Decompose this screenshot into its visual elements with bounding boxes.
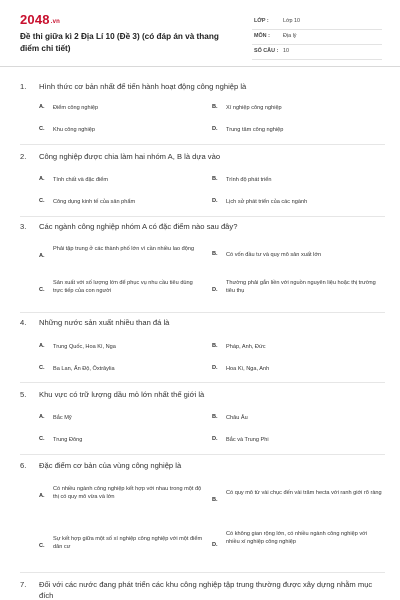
option-letter: A. (39, 176, 45, 182)
option-text: Bắc Mỹ (53, 415, 72, 421)
option-text: Tính chất và đặc điểm (53, 177, 109, 183)
question-text: Hình thức cơ bản nhất để tiến hành hoạt động công nghiệp là (39, 82, 247, 91)
option-letter: C. (39, 126, 45, 132)
meta-value: 10 (283, 48, 289, 54)
question-number: 5. (20, 390, 27, 399)
option-text: Xí nghiệp công nghiệp (226, 105, 282, 111)
document-header (0, 0, 400, 67)
option-letter: B. (212, 343, 218, 349)
option-letter: C. (39, 543, 45, 549)
option-letter: A. (39, 104, 45, 110)
question-divider (20, 216, 385, 217)
option-text: Châu Âu (226, 415, 248, 421)
option-text: Có vốn đầu tư và quy mô sản xuất lớn (226, 252, 322, 258)
question-number: 7. (20, 580, 27, 589)
question-divider (20, 312, 385, 313)
question-number: 1. (20, 82, 27, 91)
option-text: Trung Đông (53, 437, 83, 443)
question-text: Đặc điểm cơ bản của vùng công nghiệp là (39, 461, 182, 470)
option-letter: D. (212, 436, 218, 442)
meta-label: SỐ CÂU : (254, 48, 279, 54)
option-text: Pháp, Anh, Đức (226, 344, 266, 350)
option-letter: B. (212, 104, 218, 110)
meta-row-count (252, 45, 382, 60)
option-text: Có không gian rộng lớn, có nhiều ngành công nghiệp với nhiều xí nghiệp công nghiệp (226, 531, 368, 546)
option-text: Có quy mô từ vài chục đến vài trăm hecta với ranh giới rõ ràng (226, 490, 382, 496)
question-divider (20, 454, 385, 455)
option-text: Phải tập trung ở các thành phố lớn vì cần nhiều lao động (53, 246, 195, 252)
option-text: Trung Quốc, Hoa Kì, Nga (53, 344, 116, 350)
option-text: Sản xuất với số lượng lớn để phục vụ nhu cầu tiêu dùng trực tiếp của con người (53, 280, 193, 295)
option-letter: C. (39, 198, 45, 204)
option-text: Trung tâm công nghiệp (226, 127, 284, 133)
question-text: Đối với các nước đang phát triển các khu công nghiệp tập trung thường được xây dựng nhằm mục đích (39, 580, 373, 600)
option-letter: D. (212, 365, 218, 371)
option-text: Ba Lan, Ấn Độ, Ôxtrâylia (53, 366, 115, 372)
option-letter: D. (212, 198, 218, 204)
option-letter: D. (212, 126, 218, 132)
meta-label: LỚP : (254, 18, 269, 24)
option-letter: B. (212, 497, 218, 503)
option-letter: A. (39, 493, 45, 499)
meta-row-class (252, 15, 382, 30)
question-number: 3. (20, 222, 27, 231)
option-text: Công dụng kinh tế của sản phẩm (53, 199, 136, 205)
meta-value: Địa lý (283, 33, 297, 39)
option-text: Hoa Kì, Nga, Anh (226, 366, 270, 372)
question-divider (20, 572, 385, 573)
logo-tld: .vn (50, 19, 61, 25)
document-title: Đề thi giữa kì 2 Địa Lí 10 (Đề 3) (có đáp án và thang điểm chi tiết) (20, 32, 219, 53)
question-divider (20, 144, 385, 145)
option-text: Thường phải gắn liền với nguồn nguyên liệu hoặc thị trường tiêu thụ (226, 280, 376, 295)
option-letter: D. (212, 287, 218, 293)
option-text: Điểm công nghiệp (53, 105, 99, 111)
option-letter: B. (212, 176, 218, 182)
question-text: Những nước sản xuất nhiều than đá là (39, 318, 170, 327)
option-letter: C. (39, 287, 45, 293)
question-text: Khu vực có trữ lượng dầu mỏ lớn nhất thế giới là (39, 390, 205, 399)
question-divider (20, 382, 385, 383)
question-text: Công nghiệp được chia làm hai nhóm A, B là dựa vào (39, 152, 221, 161)
site-logo[interactable] (20, 12, 60, 27)
option-letter: A. (39, 253, 45, 259)
option-text: Khu công nghiệp (53, 127, 95, 133)
option-text: Sự kết hợp giữa một số xí nghiệp công nghiệp với một điểm dân cư (53, 536, 203, 551)
option-letter: A. (39, 414, 45, 420)
meta-label: MÔN : (254, 33, 270, 39)
option-letter: D. (212, 542, 218, 548)
meta-row-subject (252, 30, 382, 45)
option-text: Trình độ phát triển (226, 177, 272, 183)
question-number: 6. (20, 461, 27, 470)
question-number: 2. (20, 152, 27, 161)
option-text: Lịch sử phát triển của các ngành (226, 199, 308, 205)
option-letter: C. (39, 365, 45, 371)
option-letter: A. (39, 343, 45, 349)
option-letter: B. (212, 251, 218, 257)
question-number: 4. (20, 318, 27, 327)
question-text: Các ngành công nghiệp nhóm A có đặc điểm nào sau đây? (39, 222, 238, 231)
option-letter: B. (212, 414, 218, 420)
option-letter: C. (39, 436, 45, 442)
option-text: Bắc và Trung Phi (226, 437, 269, 443)
logo-text: 2048 (20, 12, 50, 27)
meta-value: Lớp 10 (283, 18, 301, 24)
option-text: Có nhiều ngành công nghiệp kết hợp với nhau trong một độ thị có quy mô vừa và lớn (53, 486, 202, 501)
